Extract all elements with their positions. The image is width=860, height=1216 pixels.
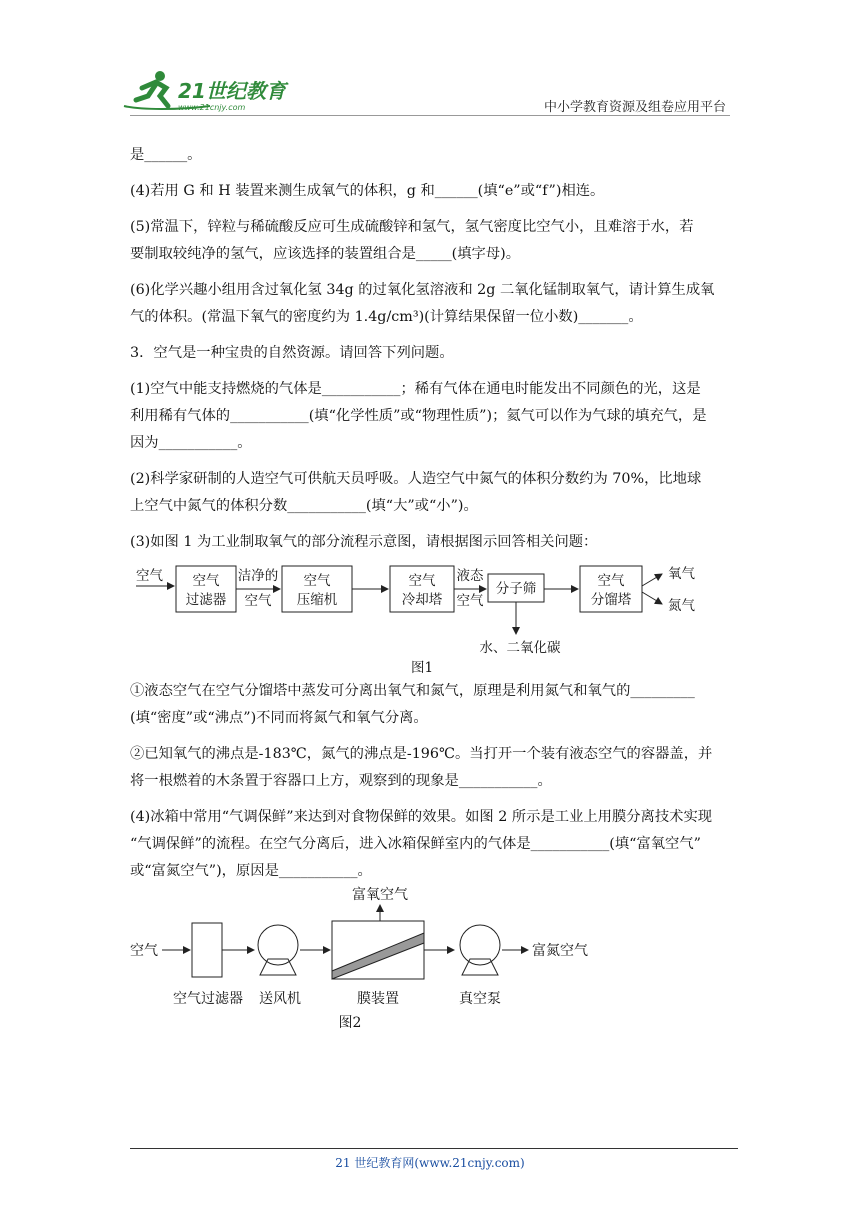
fig1-liquid-air-label: 液态	[456, 568, 484, 584]
sub-1-line-3: 因为___________。	[130, 435, 252, 451]
fig2-input-label: 空气	[130, 943, 158, 959]
logo-url: www.21cnjy.com	[178, 103, 246, 112]
fig2-oxygen-rich-output: 富氧空气	[352, 887, 408, 903]
fig2-blower-icon	[258, 925, 298, 975]
question-6-line-1: (6)化学兴趣小组用含过氧化氢 34g 的过氧化氢溶液和 2g 二氧化锰制取氧气，请计算生成氧	[130, 282, 715, 298]
fig2-air-filter	[192, 923, 222, 977]
footer-link[interactable]: 21 世纪教育网(www.21cnjy.com)	[335, 1156, 525, 1170]
circle-2-line-2: 将一根燃着的木条置于容器口上方，观察到的现象是___________。	[130, 773, 552, 789]
question-5-line-2: 要制取较纯净的氢气，应该选择的装置组合是_____(填字母)。	[130, 246, 521, 262]
fig1-clean-air-label: 洁净的	[237, 568, 279, 584]
fig1-nitrogen-output: 氮气	[668, 598, 695, 614]
svg-text:空气: 空气	[244, 593, 272, 609]
svg-text:过滤器: 过滤器	[185, 592, 227, 608]
line-answer-tail: 是______。	[130, 147, 202, 163]
sub-4-line-3: 或“富氮空气”)，原因是___________。	[130, 863, 372, 879]
fig2-nitrogen-rich-output: 富氮空气	[532, 943, 588, 959]
svg-text:分子筛: 分子筛	[495, 581, 537, 597]
platform-name: 中小学教育资源及组卷应用平台	[543, 100, 726, 115]
svg-text:冷却塔: 冷却塔	[401, 592, 443, 608]
question-5-line-1: (5)常温下，锌粒与稀硫酸反应可生成硫酸锌和氢气，氢气密度比空气小，且难溶于水，若	[130, 219, 694, 235]
svg-text:空气: 空气	[456, 593, 484, 609]
fig2-label-pump: 真空泵	[459, 991, 501, 1007]
sub-1-line-2: 利用稀有气体的___________(填“化学性质”或“物理性质”)；氦气可以作为气球的填充气，是	[130, 408, 707, 424]
fig2-label-blower: 送风机	[259, 991, 301, 1007]
logo-text: 21世纪教育	[178, 79, 286, 103]
footer-divider	[130, 1148, 738, 1149]
fig2-vacuum-pump-icon	[460, 925, 500, 975]
problem-3-title: 3．空气是一种宝贵的自然资源。请回答下列问题。	[130, 345, 454, 361]
svg-text:空气: 空气	[408, 573, 436, 589]
sub-3: (3)如图 1 为工业制取氧气的部分流程示意图，请根据图示回答相关问题：	[130, 534, 598, 550]
svg-text:分馏塔: 分馏塔	[590, 592, 632, 608]
header-divider	[130, 115, 730, 116]
svg-text:空气: 空气	[597, 573, 625, 589]
sub-2-line-1: (2)科学家研制的人造空气可供航天员呼吸。人造空气中氮气的体积分数约为 70%，比地球	[130, 471, 702, 487]
figure-2-caption: 图2	[338, 1015, 362, 1031]
fig1-input-label: 空气	[136, 568, 163, 584]
fig1-oxygen-output: 氧气	[668, 566, 695, 582]
fig2-label-membrane: 膜装置	[357, 991, 399, 1007]
sub-4-line-2: “气调保鲜”的流程。在空气分离后，进入冰箱保鲜室内的气体是___________(填“富氧空气”	[130, 836, 701, 852]
question-4: (4)若用 G 和 H 装置来测生成氧气的体积，g 和______(填“e”或“f”)相连。	[130, 183, 605, 199]
fig2-label-filter: 空气过滤器	[173, 991, 243, 1007]
svg-text:压缩机: 压缩机	[296, 592, 338, 608]
logo	[120, 66, 290, 114]
circle-2-line-1: ②已知氧气的沸点是-183℃，氮气的沸点是-196℃。当打开一个装有液态空气的容器盖，并	[130, 746, 713, 762]
sub-4-line-1: (4)冰箱中常用“气调保鲜”来达到对食物保鲜的效果。如图 2 所示是工业上用膜分离技术实现	[130, 809, 713, 825]
circle-1-line-1: ①液态空气在空气分馏塔中蒸发可分离出氧气和氮气，原理是利用氮气和氧气的_________	[130, 683, 695, 699]
svg-text:空气: 空气	[192, 573, 220, 589]
question-6-line-2: 气的体积。(常温下氧气的密度约为 1.4g/cm³)(计算结果保留一位小数)_______。	[130, 309, 643, 325]
fig1-byproduct-label: 水、二氧化碳	[479, 640, 561, 656]
figure-2-flowchart	[130, 885, 732, 1035]
circle-1-line-2: (填“密度”或“沸点”)不同而将氮气和氧气分离。	[130, 710, 428, 726]
sub-1-line-1: (1)空气中能支持燃烧的气体是___________；稀有气体在通电时能发出不同颜色的光，这是	[130, 381, 701, 397]
figure-1-caption: 图1	[410, 660, 434, 676]
document-body	[130, 142, 732, 1035]
fig2-membrane-device	[332, 921, 424, 979]
figure-1-flowchart	[130, 556, 732, 678]
sub-2-line-2: 上空气中氮气的体积分数___________(填“大”或“小”)。	[130, 498, 478, 514]
svg-text:空气: 空气	[303, 573, 331, 589]
